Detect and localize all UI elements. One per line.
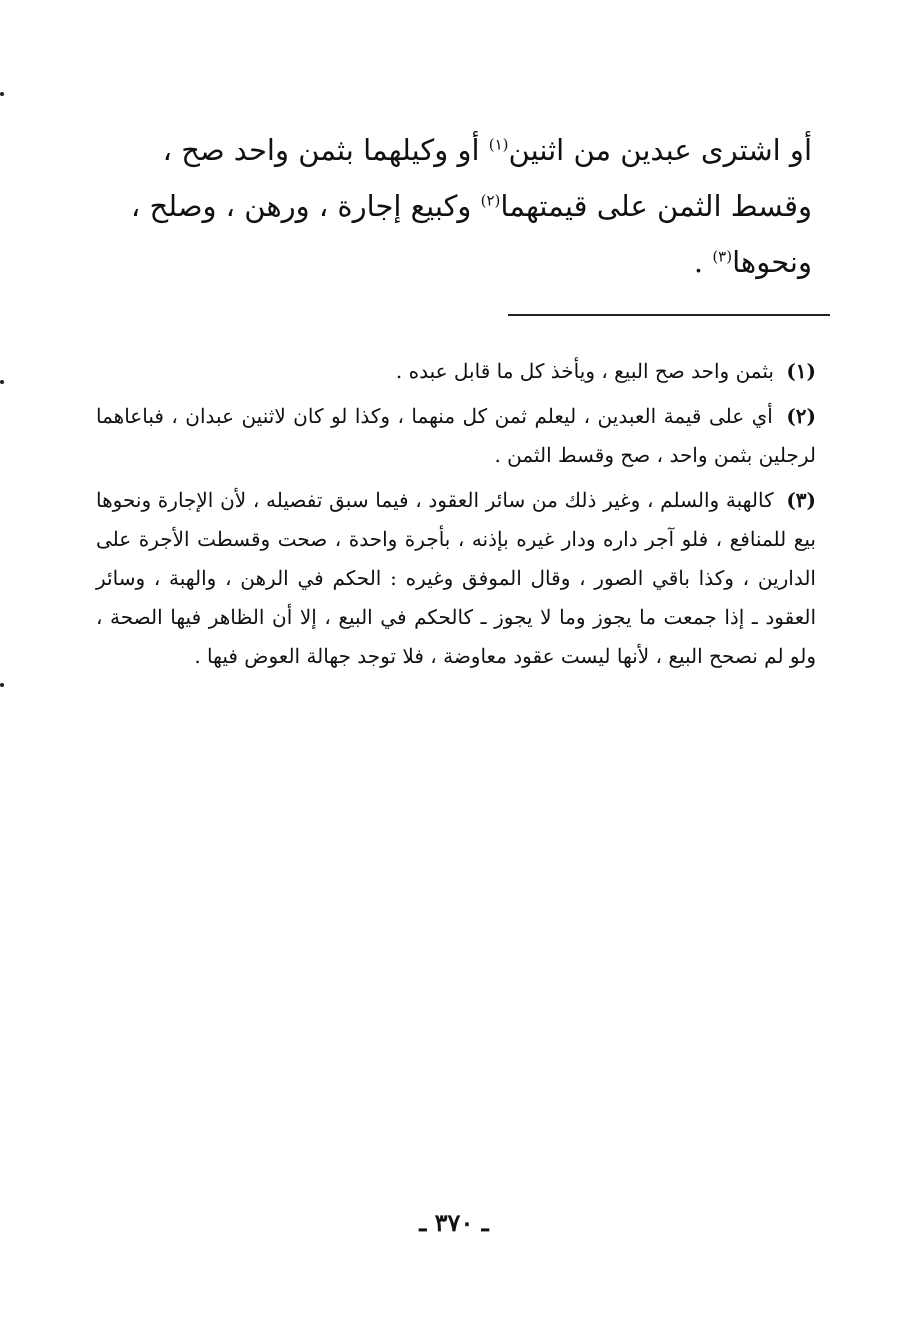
scan-edge-mark: [0, 380, 4, 384]
footnote-reference-1: (١): [488, 135, 509, 154]
main-text: [100, 122, 812, 290]
scan-edge-mark: [0, 92, 4, 96]
footnote-2: [96, 397, 816, 475]
footnote-text: بثمن واحد صح البيع ، ويأخذ كل ما قابل عبده .: [395, 359, 774, 383]
footnotes-section: [96, 352, 816, 682]
footnote-text: أي على قيمة العبدين ، ليعلم ثمن كل منهما ، وكذا لو كان لاثنين عبدان ، فباعاهما لرجلين بثمن واحد ، صح وقسط الثمن .: [96, 404, 816, 467]
page-number: ـ ٣٧٠ ـ: [419, 1208, 489, 1237]
footnote-1: [96, 352, 816, 391]
main-line-2-text-a: وقسط الثمن على قيمتهما: [500, 189, 812, 223]
main-line-1-text-b: أو وكيلهما بثمن واحد صح ،: [162, 133, 489, 167]
footnote-3: [96, 481, 816, 676]
footnote-separator: [508, 314, 830, 316]
main-line-3-text-b: .: [693, 245, 713, 279]
scan-edge-mark: [0, 683, 4, 687]
footnote-text: كالهبة والسلم ، وغير ذلك من سائر العقود ، فيما سبق تفصيله ، لأن الإجارة ونحوها بيع للمنافع ، فلو آجر داره ودار غيره بإذنه ، بأجرة واحدة ، صحت وقسطت الأجرة على الدارين ، وكذا باقي الصور ، وقال الموفق وغيره : الحكم في الرهن ، والهبة ، وسائر العقود ـ إذا جمعت ما يجوز وما لا يجوز ـ كالحكم في البيع ، إلا أن الظاهر فيها الصحة ، ولو لم نصحح البيع ، لأنها ليست عقود معاوضة ، فلا توجد جهالة العوض فيها .: [96, 488, 816, 668]
footnote-number: (٣): [786, 488, 816, 512]
footnote-number: (٢): [786, 404, 816, 428]
main-line-1-text-a: أو اشترى عبدين من اثنين: [508, 133, 812, 167]
footnote-number: (١): [786, 359, 816, 383]
main-line-3-text-a: ونحوها: [732, 245, 812, 279]
main-line-3: [100, 234, 812, 290]
main-line-2-text-b: وكبيع إجارة ، ورهن ، وصلح ،: [130, 189, 481, 223]
footnote-reference-3: (٣): [712, 247, 733, 266]
main-line-1: [100, 122, 812, 178]
footnote-reference-2: (٢): [480, 191, 501, 210]
main-line-2: [100, 178, 812, 234]
